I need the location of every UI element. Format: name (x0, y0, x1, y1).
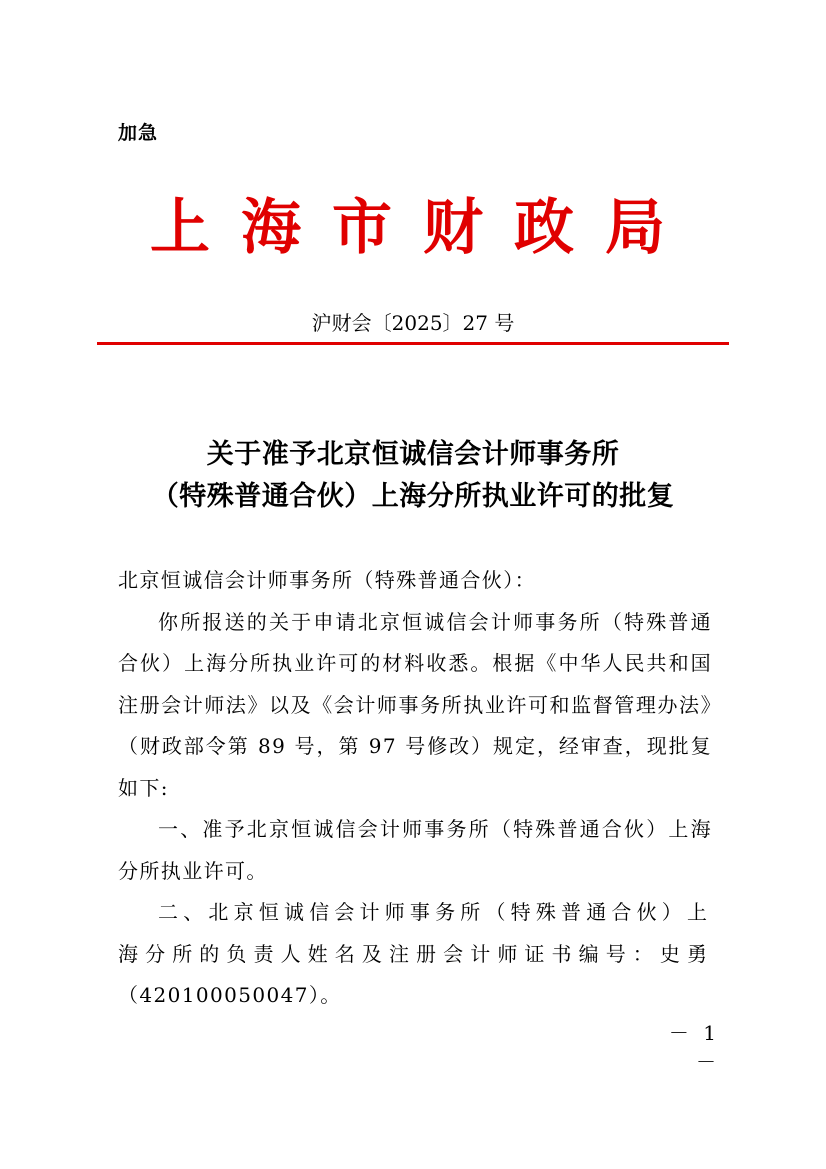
approval-item-1: 一、准予北京恒诚信会计师事务所（特殊普通合伙）上海分所执业许可。 (118, 817, 712, 883)
title-line-1: 关于准予北京恒诚信会计师事务所 (206, 439, 620, 470)
certificate-number: （420100050047）。 (118, 983, 342, 1007)
document-body (118, 560, 712, 1017)
urgency-mark: 加急 (118, 122, 159, 144)
document-number: 沪财会〔2025〕27 号 (311, 311, 515, 335)
page-number: － 1 － (668, 1021, 720, 1074)
red-separator-line (97, 342, 729, 345)
issuer-header: 上海市财政局 (150, 193, 696, 263)
body-paragraph-1: 你所报送的关于申请北京恒诚信会计师事务所（特殊普通合伙）上海分所执业许可的材料收悉。根据《中华人民共和国注册会计师法》以及《会计师事务所执业许可和监督管理办法》（财政部令第 89 号，第 97 号修改）规定，经审查，现批复如下: (118, 609, 712, 800)
approval-item-2: 二、北京恒诚信会计师事务所（特殊普通合伙）上海分所的负责人姓名及注册会计师证书编号：史勇 (118, 900, 712, 966)
document-title (0, 434, 826, 518)
salutation: 北京恒诚信会计师事务所（特殊普通合伙）： (118, 568, 536, 592)
title-line-2: （特殊普通合伙）上海分所执业许可的批复 (151, 481, 675, 512)
